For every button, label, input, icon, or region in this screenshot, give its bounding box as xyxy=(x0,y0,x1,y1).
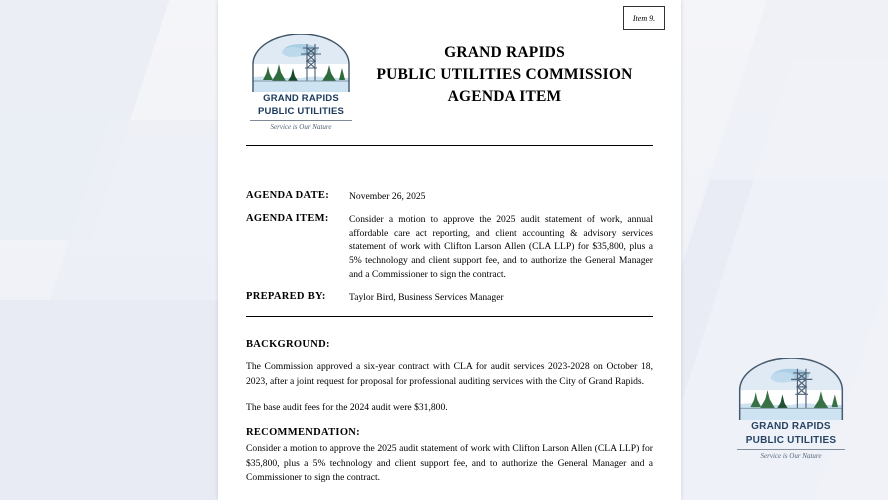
watermark-name-line-2: PUBLIC UTILITIES xyxy=(745,434,837,446)
background-heading: BACKGROUND: xyxy=(246,339,330,351)
logo-name-line-1: GRAND RAPIDS xyxy=(263,93,339,104)
organization-logo xyxy=(246,30,356,131)
title-line-2: PUBLIC UTILITIES COMMISSION xyxy=(376,66,633,83)
watermark-tagline: Service is Our Nature xyxy=(760,452,822,460)
logo-name-line-2: PUBLIC UTILITIES xyxy=(257,105,345,117)
document-page xyxy=(218,0,681,500)
agenda-item-value: Consider a motion to approve the 2025 audit statement of work, annual affordable care act reporting, and client accounting & advisory services statement of work with Clifton Larson Allen (CLA LLP) for $35,800, plus a 5% technology and client support fee, and to authorize the General Manager and a Commissioner to sign the contract. xyxy=(349,213,653,281)
agenda-meta-block xyxy=(246,190,653,305)
agenda-date-value: November 26, 2025 xyxy=(349,190,426,202)
agenda-date-label: AGENDA DATE: xyxy=(246,189,330,201)
background-section xyxy=(246,339,653,486)
recommendation-paragraph: Consider a motion to approve the 2025 audit statement of work with Clifton Larson Allen (CLA LLP) for $35,800, plus a 5% technology and client support fee, and to authorize the General Manager and a Commissioner to sign the contract. xyxy=(246,442,653,484)
logo-tagline: Service is Our Nature xyxy=(270,122,332,131)
recommendation-heading: RECOMMENDATION: xyxy=(246,426,360,438)
watermark-logo xyxy=(732,358,850,460)
document-header xyxy=(218,0,681,131)
title-line-1: GRAND RAPIDS xyxy=(444,44,565,61)
utilities-logo-icon xyxy=(249,34,353,92)
document-title xyxy=(356,30,653,108)
agenda-item-number-badge xyxy=(623,6,665,30)
agenda-item-label: AGENDA ITEM: xyxy=(246,212,329,224)
watermark-divider xyxy=(737,449,846,450)
utilities-logo-icon xyxy=(735,358,847,420)
prepared-by-row xyxy=(246,291,653,305)
background-paragraph-2: The base audit fees for the 2024 audit were $31,800. xyxy=(246,401,448,413)
header-divider xyxy=(246,145,653,146)
agenda-date-row xyxy=(246,190,653,204)
logo-divider xyxy=(250,120,351,121)
prepared-by-label: PREPARED BY: xyxy=(246,291,326,303)
prepared-by-value: Taylor Bird, Business Services Manager xyxy=(349,292,504,304)
background-paragraph-1: The Commission approved a six-year contract with CLA for audit services 2023-2028 on October 18, 2023, after a joint request for proposal for professional auditing services with the City of Grand Rapids. xyxy=(246,361,653,387)
agenda-item-number-text: Item 9. xyxy=(632,13,656,23)
watermark-name-line-1: GRAND RAPIDS xyxy=(751,421,831,432)
agenda-item-row xyxy=(246,213,653,283)
title-line-3: AGENDA ITEM xyxy=(447,88,562,105)
meta-divider xyxy=(246,316,653,317)
